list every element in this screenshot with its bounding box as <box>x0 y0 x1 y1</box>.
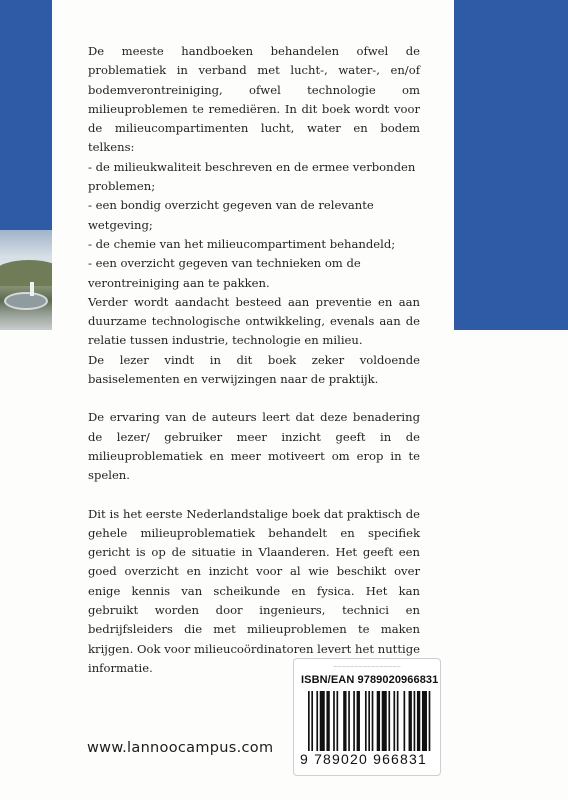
barcode-bar <box>333 691 335 751</box>
barcode-bar <box>353 691 355 751</box>
barcode-bar <box>388 691 390 751</box>
bullet-item: - een bondig overzicht gegeven van de relevante wetgeving; <box>88 198 374 232</box>
barcode-icon <box>308 691 432 751</box>
paragraph-first-book: Dit is het eerste Nederlandstalige boek dat praktisch de gehele milieuproblematiek behandelt en specifiek gericht is op de situatie in Vlaanderen. Het geeft een goed overzicht en inzicht voor al wie beschikt over enige kennis van scheikunde en fysica. Het kan gebruikt worden door ingenieurs, technici en bedrijfsleiders die met milieuproblemen te maken krijgen. Ook voor milieucoördinatoren levert het nuttige informatie. <box>88 506 420 675</box>
bullet-item: - de chemie van het milieucompartiment behandeld; <box>88 236 396 251</box>
barcode-bar <box>311 691 313 751</box>
barcode-bar <box>372 691 374 751</box>
paragraph-prevention: Verder wordt aandacht besteed aan preventie en aan duurzame technologische ontwikkeling, evenals aan de relatie tussen industrie, technologie en milieu. <box>88 294 420 348</box>
paragraph-reader: De lezer vindt in dit boek zeker voldoende basiselementen en verwijzingen naar de praktijk. <box>88 352 420 387</box>
barcode-bar <box>404 691 406 751</box>
barcode-bar <box>357 691 360 751</box>
barcode-digits: 9 789020 966831 <box>300 751 427 767</box>
bullet-item: - de milieukwaliteit beschreven en de ermee verbonden problemen; <box>88 159 416 194</box>
barcode-bar <box>368 691 370 751</box>
barcode-bar <box>348 691 350 751</box>
barcode-bar <box>393 691 395 751</box>
isbn-text: ISBN/EAN 9789020966831 <box>301 674 439 686</box>
right-blue-band <box>454 0 568 330</box>
barcode-bar <box>316 691 318 751</box>
barcode-bar <box>414 691 416 751</box>
bullet-item: - een overzicht gegeven van technieken om de verontreiniging aan te pakken. <box>88 256 361 290</box>
barcode-bar <box>417 691 420 751</box>
barcode-bar <box>365 691 367 751</box>
barcode-bar <box>429 691 431 751</box>
paragraph-intro: De meeste handboeken behandelen ofwel de problematiek in verband met lucht-, water-, en/of bodemverontreiniging, ofwel technologie om milieuproblemen te remediëren. In dit boek wordt voor de milieucompartimenten lucht, water en bodem telkens: <box>88 44 420 155</box>
water-treatment-photo <box>0 230 52 330</box>
barcode-bar <box>422 691 427 751</box>
barcode-bar <box>377 691 380 751</box>
paragraph-experience: De ervaring van de auteurs leert dat deze benadering de lezer/ gebruiker meer inzicht geeft in de milieuproblematiek en meer motiveert om erop in te spelen. <box>88 410 420 483</box>
barcode-bar <box>343 691 346 751</box>
blurb-text <box>88 42 420 678</box>
publisher-website: www.lannoocampus.com <box>87 740 274 756</box>
barcode-bar <box>382 691 387 751</box>
isbn-faint-print: ~~~~~~~~~~~~~~~~ <box>333 663 401 671</box>
barcode-bar <box>336 691 338 751</box>
isbn-barcode-label <box>293 658 441 776</box>
barcode-bar <box>308 691 310 751</box>
barcode-bar <box>326 691 329 751</box>
left-blue-band <box>0 0 52 230</box>
barcode-bar <box>409 691 412 751</box>
barcode-bar <box>397 691 399 751</box>
barcode-bar <box>320 691 325 751</box>
